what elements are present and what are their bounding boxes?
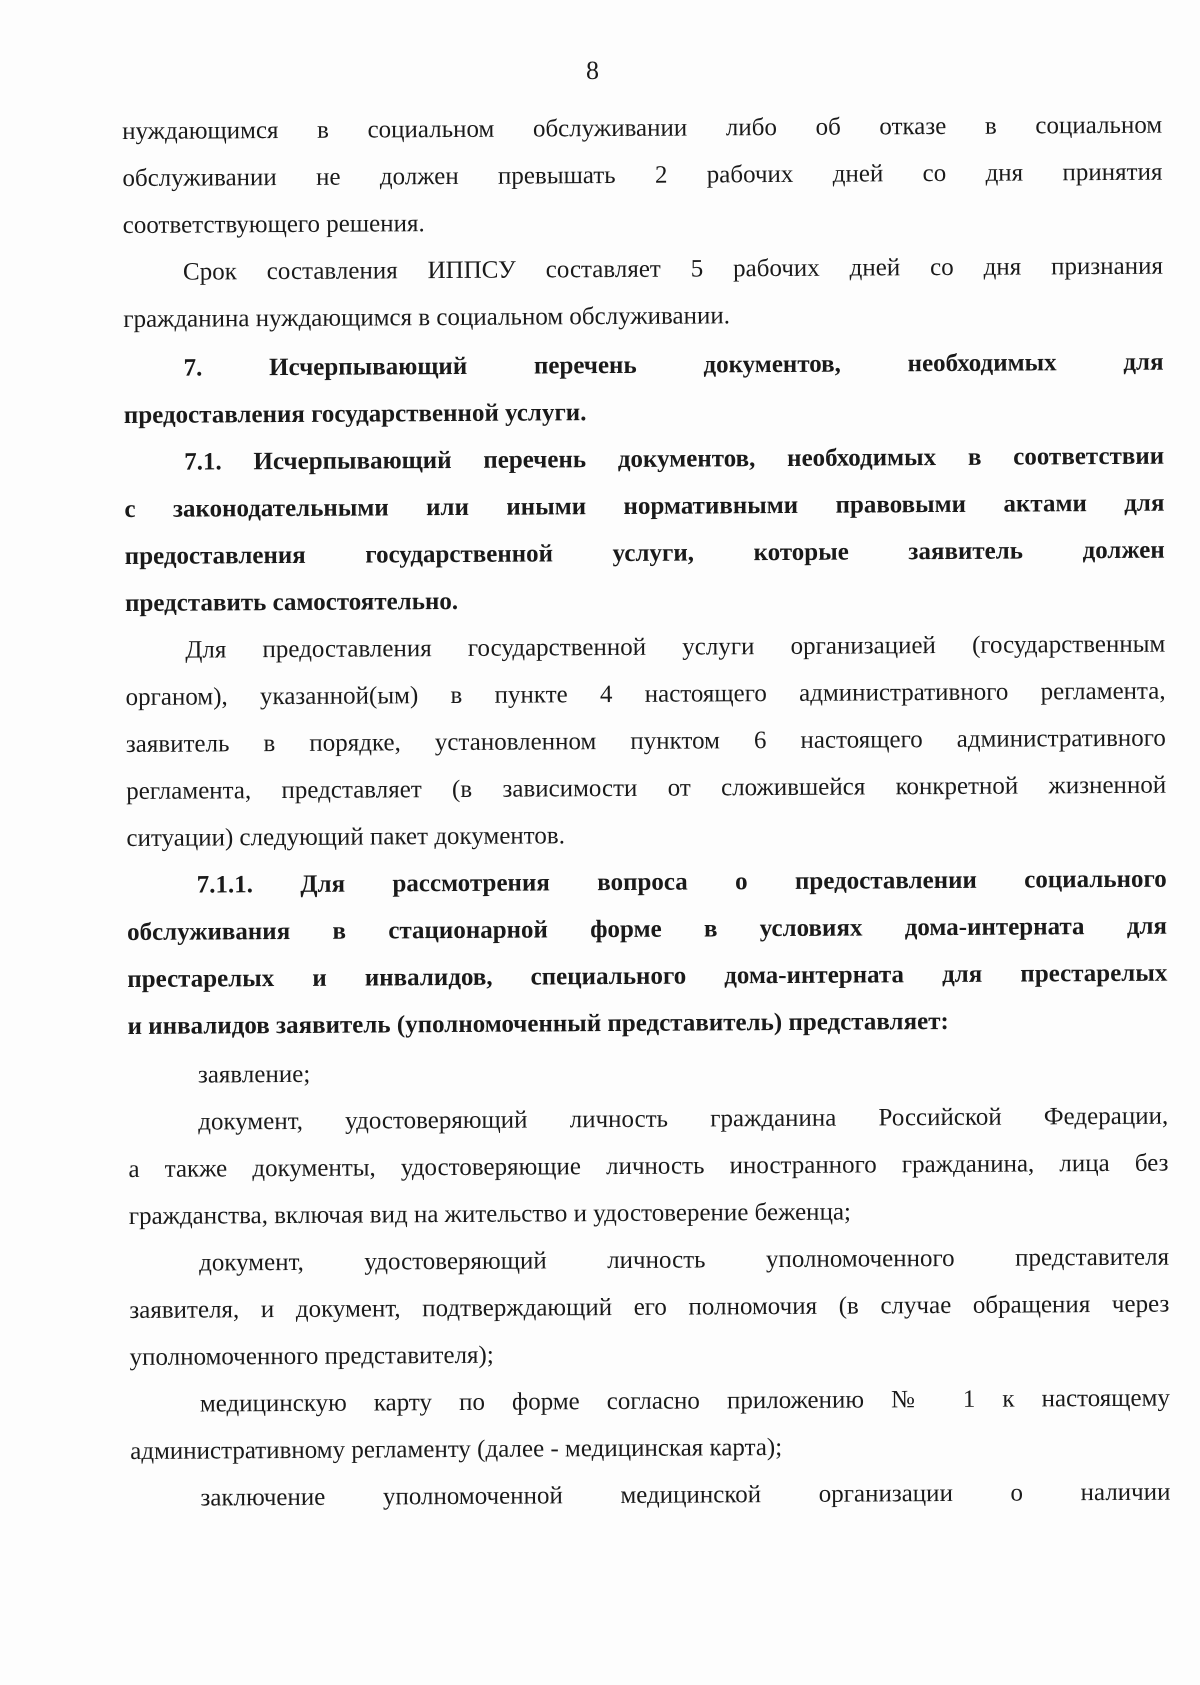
section-heading-7-1-1-cont: обслуживания в стационарной форме в условиях дома-интерната для bbox=[126, 912, 1168, 946]
list-item-cont: а также документы, удостоверяющие личность иностранного гражданина, лица без bbox=[128, 1149, 1169, 1183]
section-heading-7-1: 7.1. Исчерпывающий перечень документов, необходимых в соответствии bbox=[184, 442, 1165, 476]
list-item-cont: гражданства, включая вид на жительство и удостоверение беженца; bbox=[128, 1198, 852, 1230]
paragraph-line: органом), указанной(ым) в пункте 4 настоящего административного регламента, bbox=[125, 677, 1166, 711]
paragraph-line: нуждающимся в социальном обслуживании либо об отказе в социальном bbox=[122, 111, 1163, 145]
list-item: заявление; bbox=[197, 1060, 311, 1089]
section-heading-7-1-1-cont: и инвалидов заявитель (уполномоченный представитель) представляет: bbox=[127, 1007, 949, 1040]
paragraph-line: обслуживании не должен превышать 2 рабочих дней со дня принятия bbox=[122, 158, 1163, 192]
paragraph-line: заявитель в порядке, установленном пунктом 6 настоящего административного bbox=[125, 724, 1166, 758]
section-heading-7-cont: предоставления государственной услуги. bbox=[123, 399, 587, 429]
paragraph-line: Для предоставления государственной услуги организацией (государственным bbox=[185, 630, 1166, 664]
paragraph-line: ситуации) следующий пакет документов. bbox=[126, 822, 565, 852]
section-heading-7-1-1: 7.1.1. Для рассмотрения вопроса о предоставлении социального bbox=[196, 865, 1167, 899]
section-heading-7-1-cont: представить самостоятельно. bbox=[124, 587, 459, 617]
paragraph-line: Срок составления ИППСУ составляет 5 рабочих дней со дня признания bbox=[182, 252, 1164, 286]
document-body bbox=[122, 102, 1171, 1522]
list-item: документ, удостоверяющий личность гражданина Российской Федерации, bbox=[198, 1102, 1169, 1136]
page-number: 8 bbox=[586, 56, 599, 85]
list-item-cont: административному регламенту (далее - медицинская карта); bbox=[130, 1433, 783, 1465]
list-item: медицинскую карту по форме согласно приложению № 1 к настоящему bbox=[199, 1384, 1170, 1418]
section-heading-7-1-cont: с законодательными или иными нормативными правовыми актами для bbox=[124, 489, 1165, 523]
paragraph-line: регламента, представляет (в зависимости от сложившейся конкретной жизненной bbox=[126, 771, 1167, 805]
list-item: документ, удостоверяющий личность уполномоченного представителя bbox=[198, 1243, 1170, 1277]
list-item-cont: уполномоченного представителя); bbox=[129, 1341, 494, 1371]
paragraph-line: соответствующего решения. bbox=[122, 210, 425, 239]
paragraph-line: гражданина нуждающимся в социальном обслуживании. bbox=[123, 302, 731, 333]
section-heading-7-1-1-cont: престарелых и инвалидов, специального дома-интерната для престарелых bbox=[127, 959, 1168, 993]
section-heading-7: 7. Исчерпывающий перечень документов, необходимых для bbox=[183, 348, 1164, 382]
list-item-cont: заявителя, и документ, подтверждающий его полномочия (в случае обращения через bbox=[129, 1290, 1170, 1324]
section-heading-7-1-cont: предоставления государственной услуги, которые заявитель должен bbox=[124, 536, 1165, 570]
list-item: заключение уполномоченной медицинской организации о наличии bbox=[200, 1478, 1171, 1512]
